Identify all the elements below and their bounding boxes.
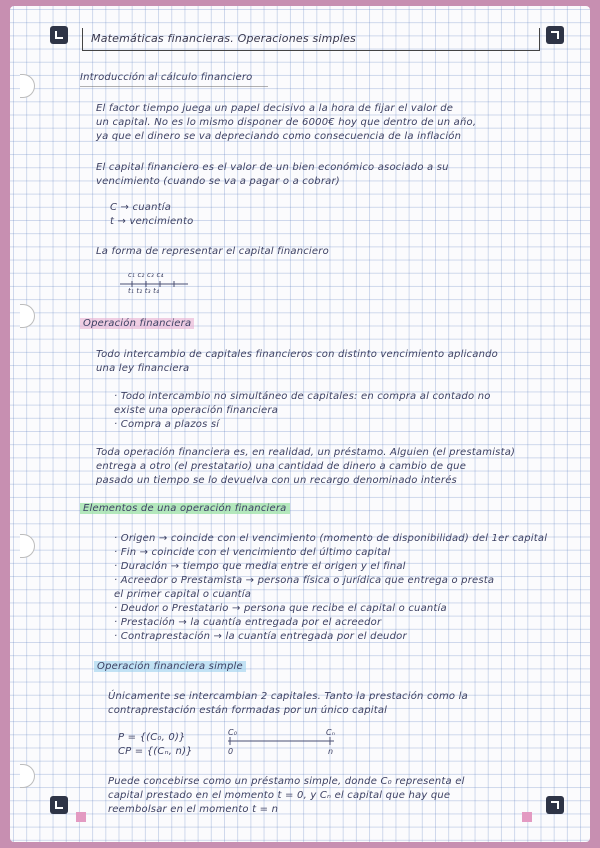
contraprestacion-formula: CP = {(Cₙ, n)}: [118, 746, 193, 757]
paragraph-line: La forma de representar el capital financiero: [96, 246, 329, 257]
bottom-right-corner-logo-icon: [546, 796, 564, 814]
binder-hole: [20, 764, 35, 788]
timeline-label-c0: C₀: [228, 728, 238, 737]
paragraph-line: Toda operación financiera es, en realidad, un préstamo. Alguien (el prestamista): [96, 447, 516, 458]
notebook-page: [10, 6, 590, 842]
binder-hole: [20, 74, 35, 98]
timeline-label-n: n: [328, 747, 334, 756]
paragraph-line: El factor tiempo juega un papel decisivo a la hora de fijar el valor de: [96, 103, 454, 114]
paragraph-line: Todo intercambio de capitales financieros con distinto vencimiento aplicando: [96, 349, 498, 360]
paragraph-line: El capital financiero es el valor de un bien económico asociado a su: [96, 162, 449, 173]
title-box: [82, 28, 540, 51]
paragraph-line: capital prestado en el momento t = 0, y Cₙ el capital que hay que: [108, 790, 451, 801]
paragraph-line: vencimiento (cuando se va a pagar o a cobrar): [96, 176, 340, 187]
element-item: · Contraprestación → la cuantía entregada por el deudor: [114, 631, 407, 642]
paragraph-line: Únicamente se intercambian 2 capitales. Tanto la prestación como la: [108, 691, 468, 702]
paragraph-line: pasado un tiempo se lo devuelva con un recargo denominado interés: [96, 475, 457, 486]
list-item: C → cuantía: [110, 202, 172, 213]
element-item: · Acreedor o Prestamista → persona física o jurídica que entrega o presta: [114, 575, 495, 586]
bullet-item: · Compra a plazos sí: [114, 419, 220, 430]
simple-operation-timeline: [226, 736, 338, 746]
binder-hole: [20, 304, 35, 328]
paragraph-line: reembolsar en el momento t = n: [108, 804, 279, 815]
prestacion-formula: P = {(C₀, 0)}: [118, 732, 186, 743]
element-item: · Origen → coincide con el vencimiento (momento de disponibilidad) del 1er capital: [114, 533, 548, 544]
section-heading-elementos: Elementos de una operación financiera: [80, 503, 290, 514]
element-item: · Prestación → la cuantía entregada por el acreedor: [114, 617, 382, 628]
page-title: Matemáticas financieras. Operaciones simples: [91, 32, 356, 45]
heading-underline: [80, 86, 268, 87]
element-item: · Fin → coincide con el vencimiento del último capital: [114, 547, 391, 558]
paragraph-line: entrega a otro (el prestatario) una cantidad de dinero a cambio de que: [96, 461, 467, 472]
pink-marker-square: [76, 812, 86, 822]
bottom-left-corner-logo-icon: [50, 796, 68, 814]
bullet-item: existe una operación financiera: [114, 405, 279, 416]
section-heading-intro: Introducción al cálculo financiero: [80, 72, 253, 83]
paragraph-line: contraprestación están formadas por un único capital: [108, 705, 388, 716]
paragraph-line: ya que el dinero se va depreciando como consecuencia de la inflación: [96, 131, 462, 142]
timeline-label-zero: 0: [228, 747, 234, 756]
section-heading-simple: Operación financiera simple: [94, 661, 246, 672]
paragraph-line: una ley financiera: [96, 363, 190, 374]
bullet-item: · Todo intercambio no simultáneo de capitales: en compra al contado no: [114, 391, 491, 402]
section-heading-operacion: Operación financiera: [80, 318, 194, 329]
timeline-bottom-labels: t₁ t₂ t₃ t₄: [128, 287, 160, 295]
binder-hole: [20, 534, 35, 558]
paragraph-line: Puede concebirse como un préstamo simple, donde C₀ representa el: [108, 776, 465, 787]
paragraph-line: un capital. No es lo mismo disponer de 6000€ hoy que dentro de un año,: [96, 117, 477, 128]
timeline-top-labels: c₁ c₂ c₃ c₄: [128, 271, 164, 279]
element-item: · Deudor o Prestatario → persona que recibe el capital o cuantía: [114, 603, 447, 614]
element-item: el primer capital o cuantía: [114, 589, 252, 600]
list-item: t → vencimiento: [110, 216, 194, 227]
timeline-label-cn: Cₙ: [326, 728, 336, 737]
pink-marker-square: [522, 812, 532, 822]
top-right-corner-logo-icon: [546, 26, 564, 44]
top-left-corner-logo-icon: [50, 26, 68, 44]
element-item: · Duración → tiempo que media entre el origen y el final: [114, 561, 406, 572]
